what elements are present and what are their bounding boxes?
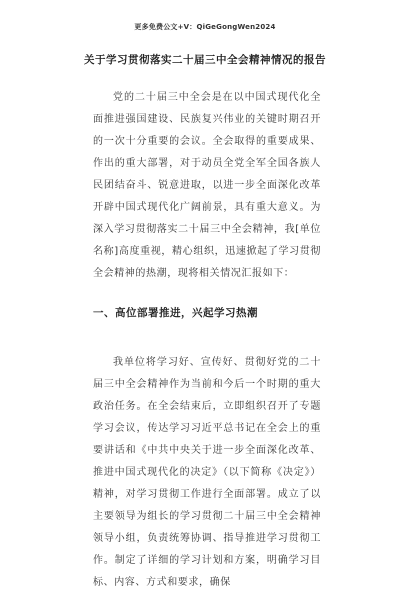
intro-paragraph: 党的二十届三中全会是在以中国式现代化全面推进强国建设、民族复兴伟业的关键时期召开的一次十分重要的会议。全会取得的重要成果、作出的重大部署，对于动员全党全军全国各族人民团结奋斗、锐意进取，以进一步全面深化改革开辟中国式现代化广阔前景，具有重大意义。为深入学习贯彻落实二十届三中全会精神，我[单位名称]高度重视，精心组织，迅速掀起了学习贯彻全会精神的热潮，现将相关情况汇报如下： <box>93 92 321 279</box>
section-paragraph: 我单位将学习好、宣传好、贯彻好党的二十届三中全会精神作为当前和今后一个时期的重大政治任务。在全会结束后，立即组织召开了专题学习会议，传达学习习近平总书记在全会上的重要讲话和《中共中央关于进一步全面深化改革、推进中国式现代化的决定》（以下简称《决定》）精神，对学习贯彻工作进行全面部署。成立了以主要领导为组长的学习贯彻二十届三中全会精神领导小组，负责统筹协调、指导推进学习贯彻工作。制定了详细的学习计划和方案，明确学习目标、内容、方式和要求，确保 <box>93 357 321 588</box>
page-title: 关于学习贯彻落实二十届三中全会精神情况的报告 <box>84 54 326 66</box>
watermark-header: 更多免费公文+V：QiGeGongWen2024 <box>134 23 276 31</box>
section-heading: 一、高位部署推进，兴起学习热潮 <box>93 307 258 319</box>
